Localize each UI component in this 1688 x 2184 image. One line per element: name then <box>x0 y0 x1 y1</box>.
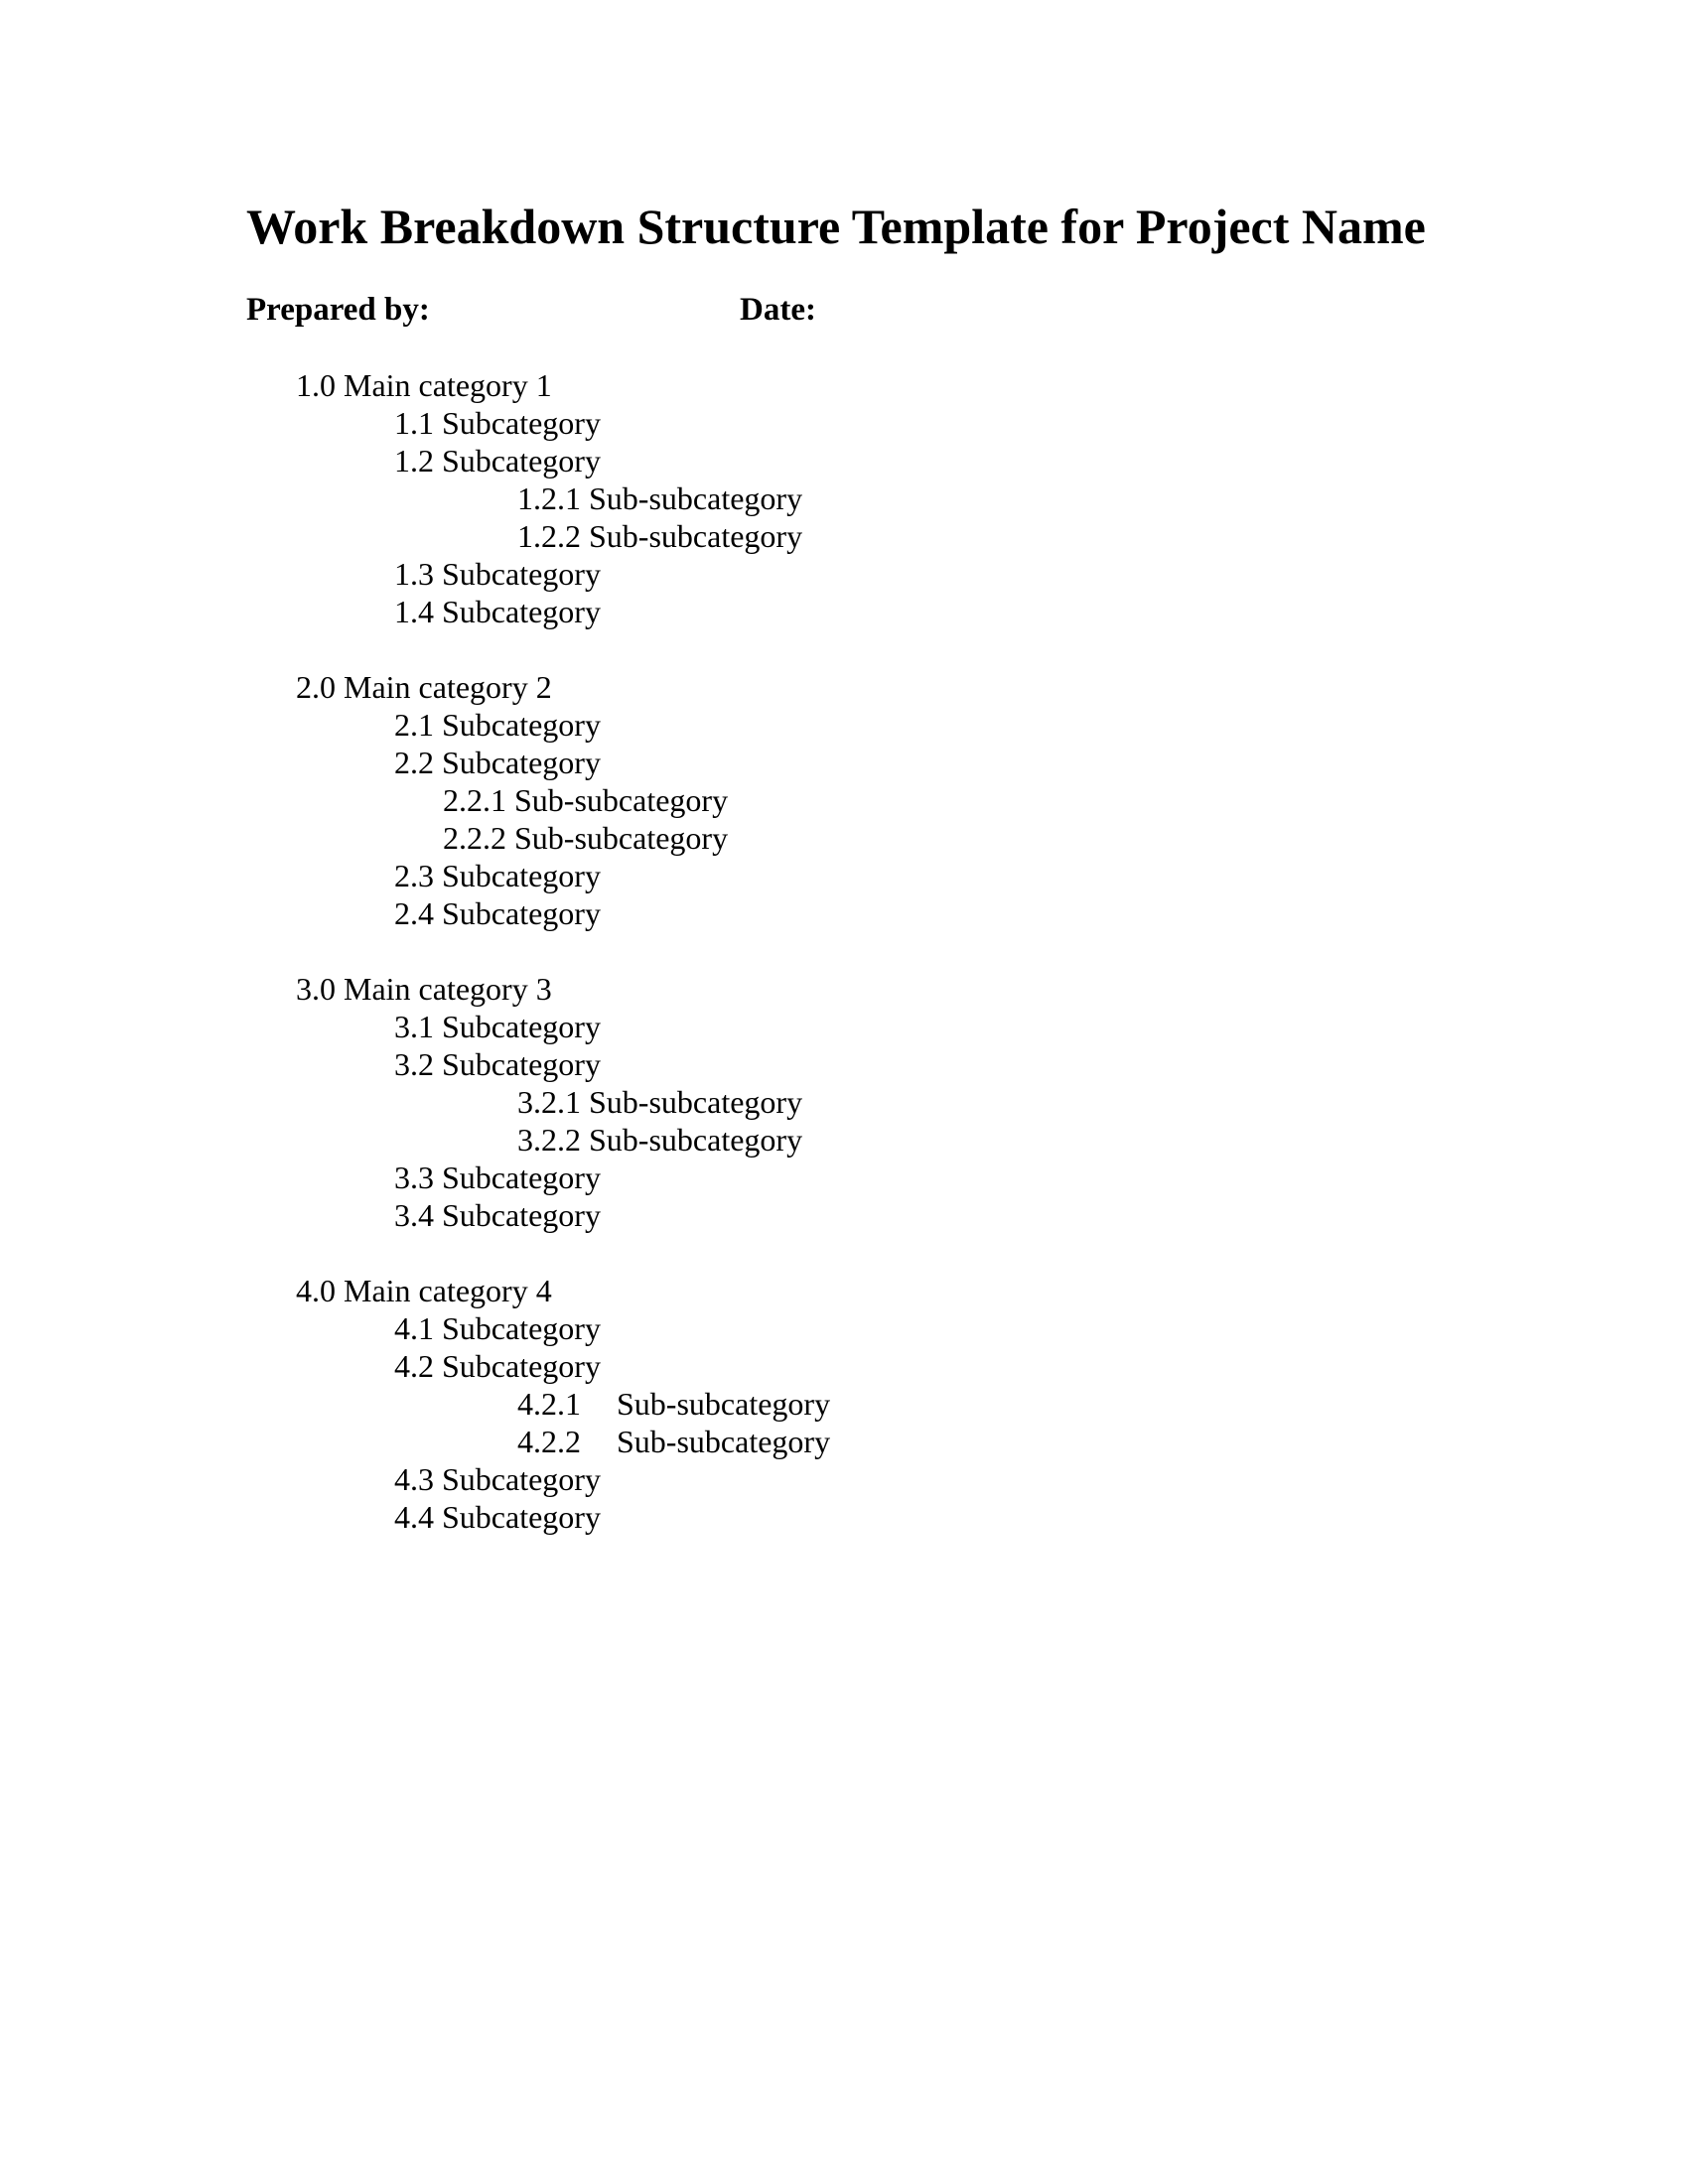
main-category-3: 3.0 Main category 3 <box>296 971 552 1007</box>
sub-subcategory-4-2-2 <box>517 1423 830 1460</box>
sub-subcategory-3-2-2: 3.2.2 Sub-subcategory <box>517 1122 803 1158</box>
sub-subcategory-3-2-1: 3.2.1 Sub-subcategory <box>517 1084 803 1120</box>
date-label: Date: <box>740 292 816 328</box>
sub-subcategory-number: 4.2.2 <box>517 1424 581 1459</box>
subcategory-2-3: 2.3 Subcategory <box>394 858 601 893</box>
subcategory-1-1: 1.1 Subcategory <box>394 405 601 441</box>
sub-subcategory-2-2-1: 2.2.1 Sub-subcategory <box>443 782 729 818</box>
page-title: Work Breakdown Structure Template for Project Name <box>246 199 1426 254</box>
sub-subcategory-number: 4.2.1 <box>517 1386 581 1422</box>
sub-subcategory-4-2-1 <box>517 1385 830 1423</box>
sub-subcategory-2-2-2: 2.2.2 Sub-subcategory <box>443 820 729 856</box>
subcategory-4-1: 4.1 Subcategory <box>394 1310 601 1346</box>
sub-subcategory-label: Sub-subcategory <box>617 1424 831 1459</box>
subcategory-2-4: 2.4 Subcategory <box>394 895 601 931</box>
subcategory-1-4: 1.4 Subcategory <box>394 594 601 629</box>
subcategory-4-4: 4.4 Subcategory <box>394 1499 601 1535</box>
sub-subcategory-1-2-1: 1.2.1 Sub-subcategory <box>517 480 803 516</box>
subcategory-4-3: 4.3 Subcategory <box>394 1461 601 1497</box>
subcategory-3-3: 3.3 Subcategory <box>394 1160 601 1195</box>
prepared-by-label: Prepared by: <box>246 292 430 328</box>
subcategory-2-1: 2.1 Subcategory <box>394 707 601 743</box>
main-category-4: 4.0 Main category 4 <box>296 1273 552 1308</box>
subcategory-3-4: 3.4 Subcategory <box>394 1197 601 1233</box>
subcategory-1-3: 1.3 Subcategory <box>394 556 601 592</box>
subcategory-3-2: 3.2 Subcategory <box>394 1046 601 1082</box>
sub-subcategory-label: Sub-subcategory <box>617 1386 831 1422</box>
main-category-1: 1.0 Main category 1 <box>296 367 552 403</box>
subcategory-1-2: 1.2 Subcategory <box>394 443 601 478</box>
subcategory-3-1: 3.1 Subcategory <box>394 1009 601 1044</box>
sub-subcategory-1-2-2: 1.2.2 Sub-subcategory <box>517 518 803 554</box>
main-category-2: 2.0 Main category 2 <box>296 669 552 705</box>
subcategory-2-2: 2.2 Subcategory <box>394 745 601 780</box>
subcategory-4-2: 4.2 Subcategory <box>394 1348 601 1384</box>
